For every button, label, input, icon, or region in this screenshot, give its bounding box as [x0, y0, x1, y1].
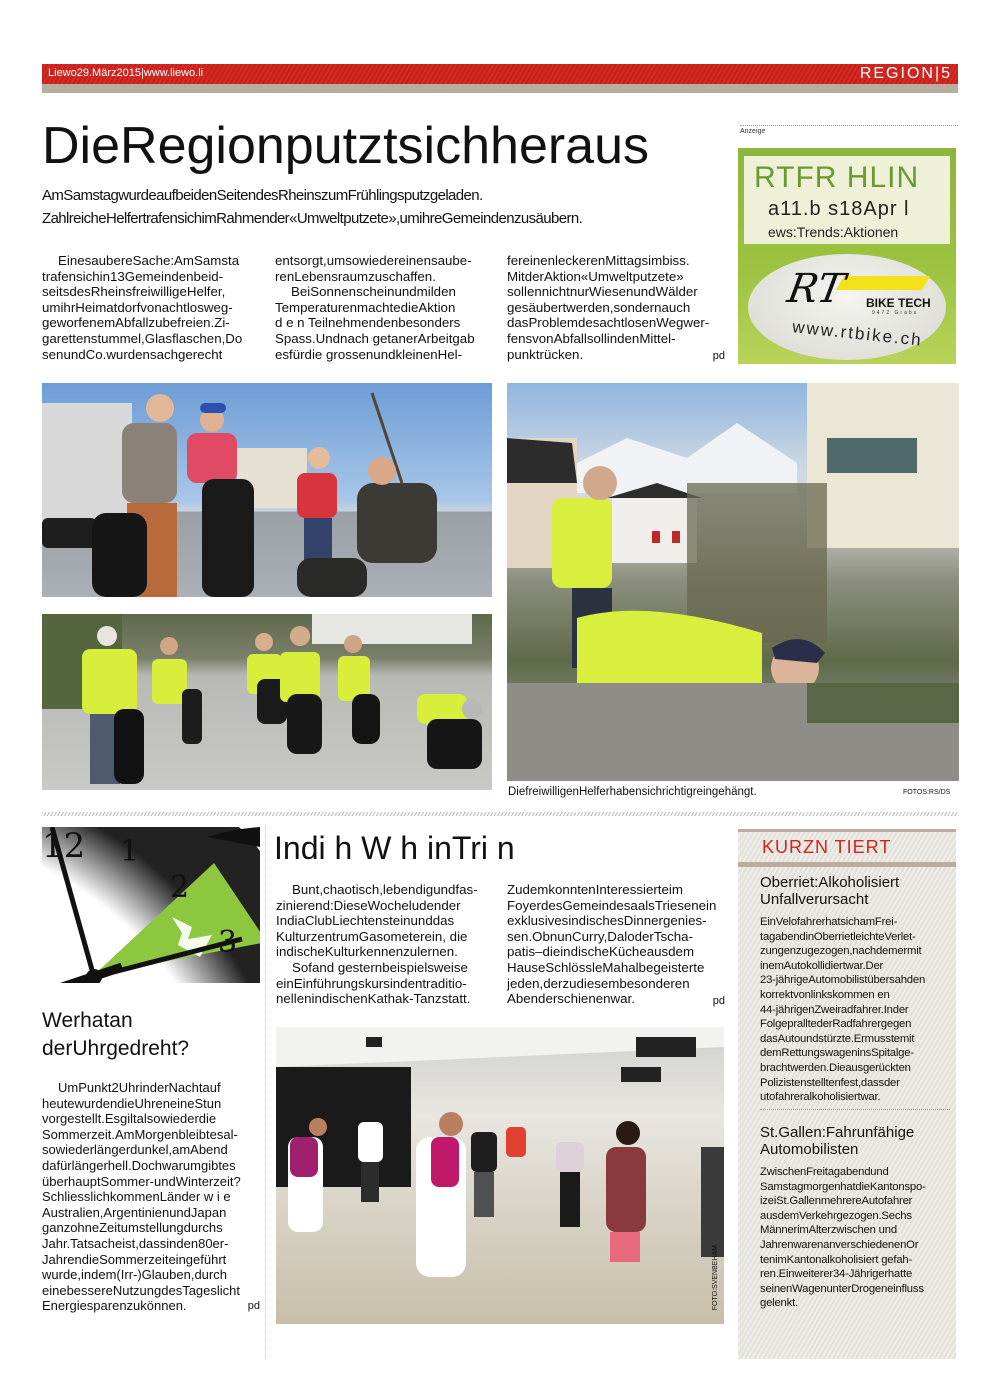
- clock-article-title-line-2: derUhrgedreht?: [42, 1037, 190, 1060]
- photo-caption: DiefreiwilligenHelferhabensichrichtigreingehängt.: [508, 786, 757, 798]
- text-line: JahrendieSommerzeiteingeführt: [42, 1251, 227, 1267]
- main-article-col-2: [275, 253, 495, 362]
- trash-bag: [114, 709, 144, 784]
- logo-yellow-stripe: [836, 276, 930, 290]
- text-line: JahrenwarenanverschiedenenOr: [760, 1238, 919, 1251]
- dancer: [361, 1162, 379, 1202]
- stage-light: [366, 1037, 382, 1047]
- text-line: MitderAktion«Umweltputzete»: [507, 268, 684, 284]
- man: [357, 483, 437, 563]
- dancer: [556, 1142, 584, 1172]
- text-line: tenimKantonalkoholisiert gefah-: [760, 1253, 913, 1266]
- dancer: [610, 1232, 640, 1262]
- dancer: [506, 1127, 526, 1157]
- text-line: korrektvonlinkskommen en: [760, 988, 890, 1001]
- text-line: 44-jährigenZweiradfahrer.Inder: [760, 1003, 909, 1016]
- text-line: Energiesparenzukönnen.: [42, 1298, 187, 1314]
- text-line: senundCo.wurdensachgerecht: [42, 346, 223, 362]
- text-line: zungenzugezogen,nachdemermit: [760, 945, 922, 958]
- person: [187, 433, 237, 483]
- vest: [152, 659, 187, 704]
- text-line: EinVelofahrerhatsichamFrei-: [760, 916, 898, 928]
- text-line: St.Gallen:Fahrunfähige: [760, 1124, 915, 1141]
- text-line: entsorgt,umsowiedereinensaube-: [275, 253, 472, 268]
- text-line: sen.ObnunCurry,DaloderTscha-: [507, 928, 693, 944]
- garden-plants: [807, 683, 959, 723]
- text-line: sowiederlängerdunkel,amAbend: [42, 1142, 228, 1158]
- brief-title-oberriet: [760, 874, 899, 908]
- news-briefs-box: [738, 829, 956, 1359]
- trash-bag: [297, 558, 367, 597]
- child: [308, 447, 330, 469]
- person: [146, 394, 174, 422]
- photo-kathak-dance-class: [276, 1027, 724, 1324]
- text-line: umihrHeimatdorfvonachtlosweg-: [42, 299, 233, 315]
- text-line: geworfenemAbfallzubefreien.Zi-: [42, 315, 230, 331]
- car: [42, 518, 97, 548]
- ad-logo-oval: [748, 254, 946, 360]
- dancer-head: [439, 1112, 463, 1136]
- clock-number-3: 3: [218, 925, 238, 960]
- photo-family-cleanup: [42, 383, 492, 597]
- text-line: punktrücken.: [507, 346, 584, 362]
- column-separator: [265, 825, 266, 1360]
- ad-title: RTFR HLIN: [754, 161, 920, 194]
- text-line: utofahreralkoholisiertwar.: [760, 1091, 881, 1104]
- text-line: SamstagmorgenhatdieKantonspo-: [760, 1180, 926, 1193]
- dancer: [606, 1147, 646, 1232]
- text-line: IndiaClubLiechtensteinunddas: [276, 913, 455, 929]
- dupatta: [290, 1137, 318, 1177]
- text-line: EinesaubereSache:AmSamsta: [58, 253, 240, 268]
- text-line: izeiSt.GallenmehrereAutofahrer: [760, 1195, 913, 1208]
- text-line: dafürlängerhell.Dochwarumgibtes: [42, 1157, 236, 1173]
- main-article-col-3: [507, 253, 725, 365]
- brief-separator: [760, 1109, 950, 1110]
- photo-vest-group: [42, 614, 492, 790]
- text-line: Spass.Undnach getanerArbeitgab: [275, 330, 475, 346]
- text-line: einebessereNutzungdesTageslicht: [42, 1282, 241, 1298]
- clock-illustration: [42, 827, 260, 983]
- clock-number-1: 1: [120, 834, 140, 869]
- photo-helpers-garden: [507, 383, 959, 781]
- text-line: BeiSonnenscheinundmilden: [291, 284, 456, 300]
- text-line: 23-jährigeAutomobilistübersahden: [760, 974, 926, 987]
- text-line: Australien,ArgentinienundJapan: [42, 1204, 227, 1220]
- dupatta: [431, 1137, 459, 1187]
- author-signature: pd: [247, 1300, 260, 1312]
- child: [297, 473, 337, 518]
- main-headline: DieRegionputztsichheraus: [42, 117, 650, 175]
- text-line: heutewurdendieUhreneineStun: [42, 1095, 222, 1111]
- ad-brand: BIKE TECH: [866, 296, 931, 310]
- text-line: ganzohneZeitumstellungdurchs: [42, 1220, 223, 1236]
- text-line: überhauptSommer-undWinterzeit?: [42, 1173, 241, 1189]
- text-line: exklusivesindischesDinnergenies-: [507, 913, 707, 929]
- ad-banner: [744, 156, 950, 244]
- text-line: gelenkt.: [760, 1297, 798, 1310]
- text-line: ZudemkonntenInteressierteim: [507, 882, 683, 897]
- header-section-page: REGION|5: [859, 65, 952, 82]
- trash-bag: [182, 689, 202, 744]
- dancer-head: [616, 1121, 640, 1145]
- trash-bag: [202, 479, 254, 597]
- trash-bag: [287, 694, 322, 754]
- text-line: Unfallverursacht: [760, 891, 869, 908]
- head: [160, 637, 178, 655]
- clock-number-2: 2: [170, 870, 190, 905]
- photo-scene: [507, 383, 959, 781]
- text-line: dasAutoundstürzte.Ermusstemit: [760, 1032, 915, 1045]
- brief-body-st-gallen: [760, 1165, 926, 1311]
- text-line: Jahr.Tatsacheist,dassinden80er-: [42, 1235, 229, 1251]
- photo-scene: [42, 614, 492, 790]
- header-issue-info: Liewo29.März2015|www.liewo.li: [48, 67, 204, 79]
- vest: [82, 649, 137, 714]
- text-line: FoyerdesGemeindesaalsTriesenein: [507, 897, 717, 913]
- ad-tagline: ews:Trends:Aktionen: [768, 224, 899, 240]
- text-line: Abenderschienenwar.: [507, 991, 635, 1007]
- text-line: brachtwerden.Dieausgerückten: [760, 1061, 911, 1074]
- text-line: seinenWagenunterDrogeneinfluss: [760, 1282, 924, 1295]
- text-line: gesäubertwerden,sondernauch: [507, 299, 691, 315]
- ad-divider: [740, 125, 958, 126]
- head: [583, 466, 617, 500]
- house: [312, 614, 472, 644]
- dancer: [471, 1132, 497, 1172]
- photo-scene: [42, 383, 492, 597]
- text-line: renLebensraumzuschaffen.: [275, 268, 436, 284]
- roof: [507, 438, 577, 483]
- shrubs: [687, 483, 827, 643]
- ad-label: Anzeige: [740, 128, 766, 135]
- head: [97, 626, 117, 646]
- text-line: fensvonAbfallsollindenMittel-: [507, 330, 676, 346]
- shutter: [672, 531, 680, 543]
- text-line: UmPunkt2UhrinderNachtauf: [58, 1080, 221, 1095]
- briefs-header: KURZN TIERT: [762, 837, 892, 857]
- text-line: inemAutokollidiertwar.Der: [760, 959, 884, 972]
- dancer-head: [309, 1118, 327, 1136]
- stage-light: [621, 1067, 661, 1082]
- rtbike-advertisement[interactable]: [738, 148, 956, 364]
- building: [42, 403, 132, 523]
- text-line: jeden,derzudiesembesonderen: [507, 975, 690, 991]
- house: [612, 493, 697, 563]
- text-line: Bunt,chaotisch,lebendigundfas-: [292, 882, 478, 897]
- text-line: MännerimAlterzwischen und: [760, 1224, 897, 1237]
- text-line: indischeKulturkennenzulernen.: [276, 944, 458, 960]
- text-line: Automobilisten: [760, 1141, 859, 1158]
- vest: [552, 498, 612, 588]
- windows: [827, 438, 917, 473]
- clock-graphic: [42, 827, 260, 983]
- text-line: Sofand gesternbeispielsweise: [292, 959, 468, 975]
- brief-title-st-gallen: [760, 1124, 914, 1158]
- ad-url[interactable]: www.rtbike.ch: [791, 317, 924, 350]
- briefs-top-rule: [738, 829, 956, 832]
- clock-article-body: [42, 1080, 260, 1314]
- text-line: sollennichtnurWiesenundWälder: [507, 284, 698, 300]
- text-line: seitsdesRheinsfreiwilligeHelfer,: [42, 284, 226, 300]
- head: [462, 699, 482, 719]
- header-underline: [42, 84, 958, 93]
- author-signature: pd: [712, 350, 725, 362]
- shutter: [652, 531, 660, 543]
- head: [344, 635, 362, 653]
- trash-bag: [427, 719, 482, 769]
- cap: [200, 403, 226, 413]
- text-line: fereinenleckerenMittagsimbiss.: [507, 253, 690, 268]
- text-line: demRettungswageninsSpitalge-: [760, 1047, 914, 1060]
- photo-credit: FOTOS:RS/DS: [903, 789, 951, 796]
- india-article-headline: Indi h W h inTri n: [274, 830, 515, 866]
- text-line: tagabendinOberrietleichteVerlet-: [760, 930, 916, 943]
- text-line: HauseSchlössleMahalbegeisterte: [507, 959, 705, 975]
- text-line: trafensichin13Gemeindenbeid-: [42, 268, 224, 284]
- text-line: ZwischenFreitagabendund: [760, 1166, 889, 1178]
- person: [122, 423, 177, 503]
- clock-article-title-line-1: Werhatan: [42, 1009, 133, 1032]
- text-line: einEinführungskursindentraditio-: [276, 975, 467, 991]
- briefs-header-rule: [738, 862, 956, 867]
- text-line: FolgepralltederRadfahrergegen: [760, 1018, 912, 1031]
- text-line: wurde,indem(Irr-)Glauben,durch: [42, 1267, 227, 1283]
- text-line: dasProblemdesachtlosenWegwer-: [507, 315, 710, 331]
- main-article-col-1: [42, 253, 262, 362]
- text-line: esfürdie grossenundkleinenHel-: [275, 346, 463, 362]
- dancer: [701, 1147, 724, 1257]
- stage-light: [636, 1037, 696, 1057]
- main-lead-line-2: ZahlreicheHelfertrafensichimRahmender«Umweltputzete»,umihreGemeindenzusäubern.: [42, 210, 583, 227]
- brief-body-oberriet: [760, 915, 925, 1105]
- photo-scene: [276, 1027, 724, 1324]
- text-line: Oberriet:Alkoholisiert: [760, 874, 900, 891]
- dancer: [560, 1172, 580, 1227]
- clock-number-12: 12: [42, 827, 86, 866]
- dancer: [474, 1172, 494, 1217]
- text-line: Polizistenstelltenfest,dassder: [760, 1076, 900, 1089]
- author-signature: pd: [712, 995, 725, 1007]
- text-line: Sommerzeit.AmMorgenbleibtesal-: [42, 1126, 238, 1142]
- trash-bag: [92, 513, 147, 597]
- page-header-bar: [42, 64, 958, 84]
- text-line: ausdemVerkehrgezogen.Sechs: [760, 1209, 912, 1222]
- text-line: SchliesslichkommenLänder w i e: [42, 1189, 231, 1205]
- rt-logo-icon: RT: [783, 266, 849, 312]
- trash-bag: [352, 694, 380, 744]
- text-line: zinierend:DieseWocheludender: [276, 897, 461, 913]
- india-article-col-2: [507, 882, 725, 1010]
- section-divider: [42, 812, 958, 816]
- man: [368, 457, 396, 485]
- text-line: d e n Teilnehmendenbesonders: [275, 315, 461, 331]
- head: [255, 633, 273, 651]
- text-line: patis–dieindischeKücheausdem: [507, 944, 695, 960]
- india-article-col-1: [276, 882, 496, 1007]
- photo-credit: FOTO:SVENBEHAM: [712, 1245, 719, 1311]
- text-line: nellenindischenKathak-Tanzstatt.: [276, 991, 471, 1007]
- text-line: TemperaturenmachtedieAktion: [275, 299, 456, 315]
- ad-location: 9472 Grabs: [872, 310, 919, 316]
- text-line: vorgestellt.Esgiltalsowiederdie: [42, 1111, 217, 1127]
- main-lead-line-1: AmSamstagwurdeaufbeidenSeitendesRheinszumFrühlingsputzgeladen.: [42, 187, 483, 204]
- ad-dates: a11.b s18Apr l: [768, 198, 910, 220]
- text-line: KulturzentrumGasometerein, die: [276, 928, 468, 944]
- dancer: [358, 1122, 383, 1162]
- head: [290, 626, 310, 646]
- text-line: ren.Einweiterer34-Jährigerhatte: [760, 1268, 913, 1281]
- text-line: garettenstummel,Glasflaschen,Do: [42, 330, 243, 346]
